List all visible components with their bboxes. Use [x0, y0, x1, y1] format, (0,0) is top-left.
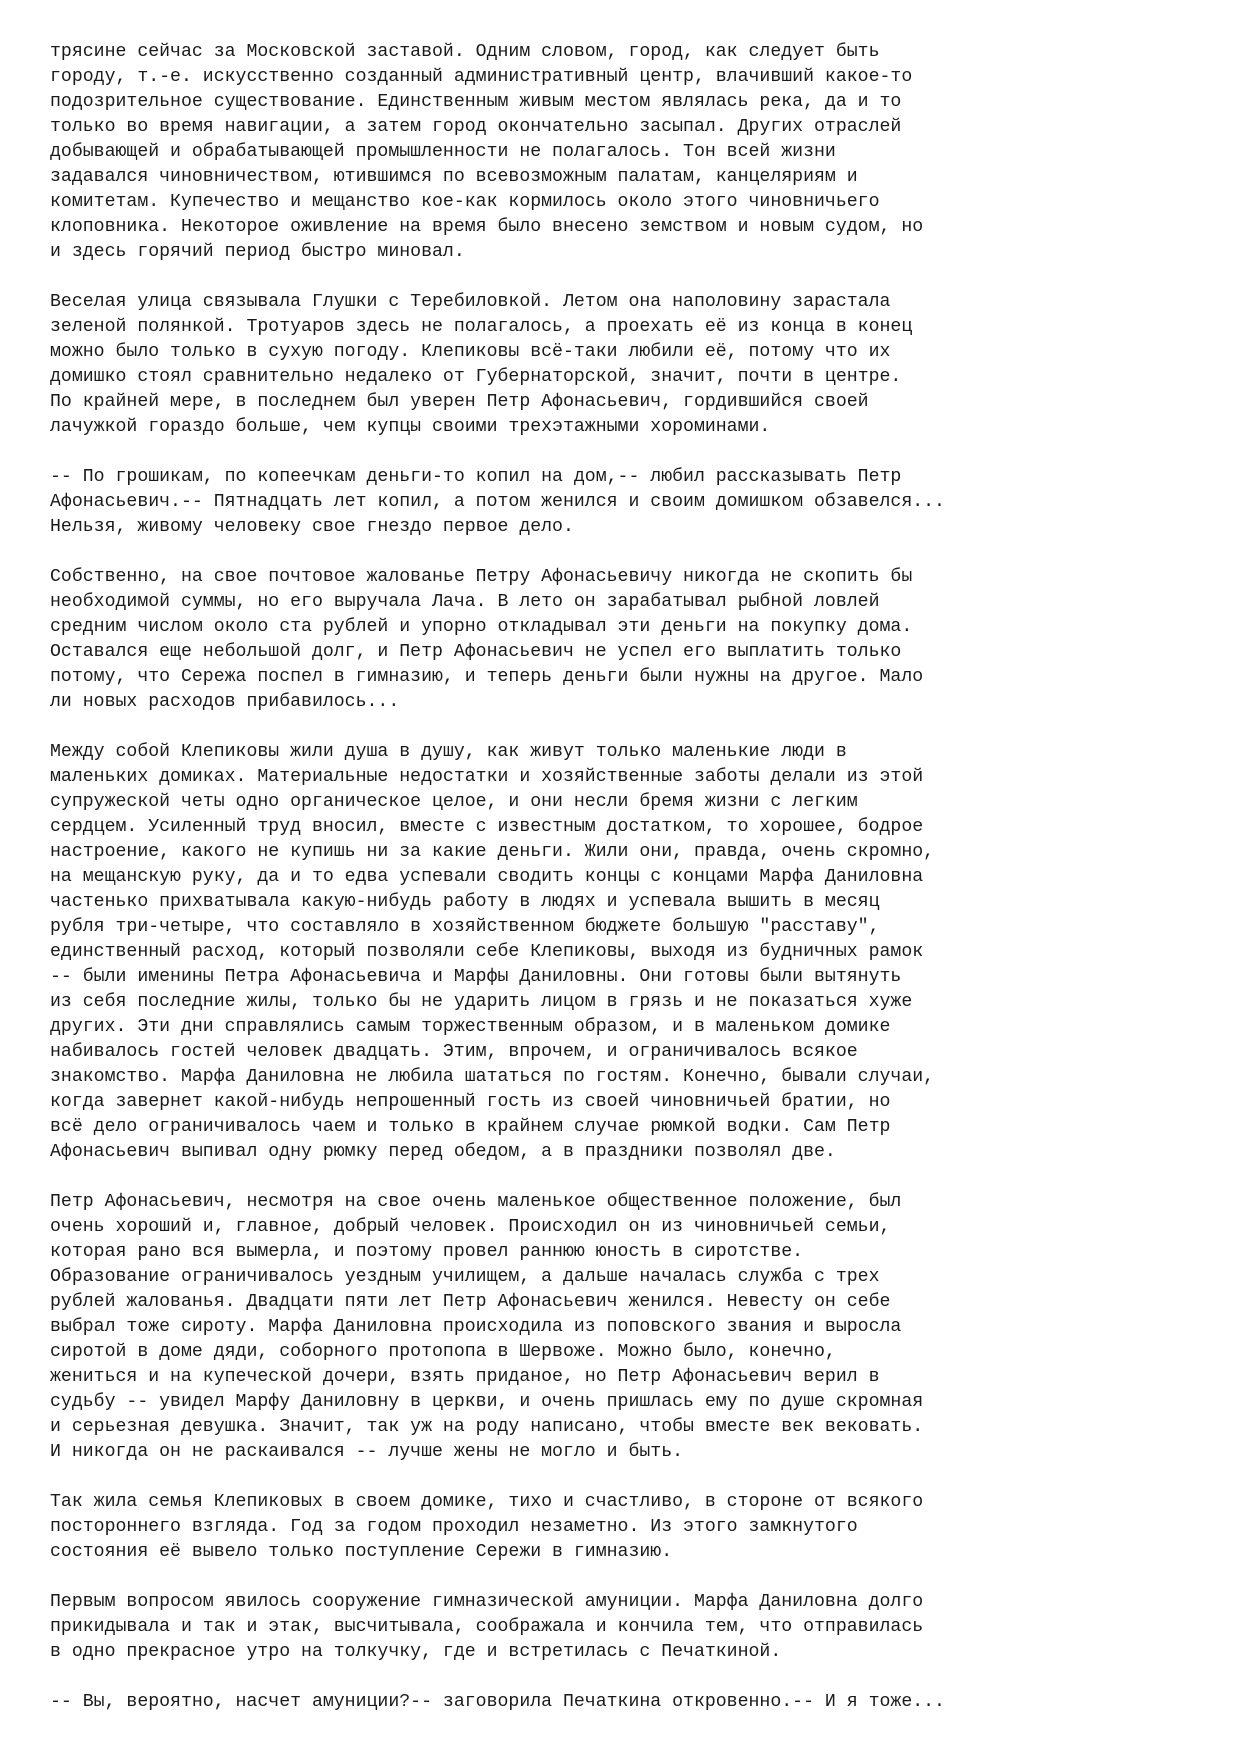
- paragraph-6: Петр Афонасьевич, несмотря на свое очень маленькое общественное положение, был очень хороший и, главное, добрый человек. Происходил он из чиновничьей семьи, которая рано вся вымерла, и поэтому провел раннюю юность в сиротстве. Образование ограничивалось уездным училищем, а дальше началась служба с трех рублей жалованья. Двадцати пяти лет Петр Афонасьевич женился. Невесту он себе выбрал тоже сироту. Марфа Даниловна происходила из поповского звания и выросла сиротой в доме дяди, соборного протопопа в Шервоже. Можно было, конечно, жениться и на купеческой дочери, взять приданое, но Петр Афонасьевич верил в судьбу -- увидел Марфу Даниловну в церкви, и очень пришлась ему по душе скромная и серьезная девушка. Значит, так уж на роду написано, чтобы вместе век вековать. И никогда он не раскаивался -- лучше жены не могло и быть.: [50, 1192, 924, 1462]
- paragraph-4: Собственно, на свое почтовое жалованье Петру Афонасьевичу никогда не скопить бы необходимой суммы, но его выручала Лача. В лето он зарабатывал рыбной ловлей средним числом около ста рублей и упорно откладывал эти деньги на покупку дома. Оставался еще небольшой долг, и Петр Афонасьевич не успел его выплатить только потому, что Сережа поспел в гимназию, и теперь деньги были нужны на другое. Мало ли новых расходов прибавилось...: [50, 567, 924, 712]
- paragraph-3: -- По грошикам, по копеечкам деньги-то копил на дом,-- любил рассказывать Петр Афонасьевич.-- Пятнадцать лет копил, а потом женился и своим домишком обзавелся... Нельзя, живому человеку свое гнездо первое дело.: [50, 467, 945, 537]
- paragraph-8: Первым вопросом явилось сооружение гимназической амуниции. Марфа Даниловна долго прикидывала и так и этак, высчитывала, соображала и кончила тем, что отправилась в одно прекрасное утро на толкучку, где и встретилась с Печаткиной.: [50, 1592, 924, 1662]
- paragraph-5: Между собой Клепиковы жили душа в душу, как живут только маленькие люди в маленьких домиках. Материальные недостатки и хозяйственные заботы делали из этой супружеской четы одно органическое целое, и они несли бремя жизни с легким сердцем. Усиленный труд вносил, вместе с известным достатком, то хорошее, бодрое настроение, какого не купишь ни за какие деньги. Жили они, правда, очень скромно, на мещанскую руку, да и то едва успевали сводить концы с концами Марфа Даниловна частенько прихватывала какую-нибудь работу в людях и успевала вышить в месяц рубля три-четыре, что составляло в хозяйственном бюджете большую "расставу", единственный расход, который позволяли себе Клепиковы, выходя из будничных рамок -- были именины Петра Афонасьевича и Марфы Даниловны. Они готовы были вытянуть из себя последние жилы, только бы не ударить лицом в грязь и не показаться хуже других. Эти дни справлялись самым торжественным образом, и в маленьком домике набивалось гостей человек двадцать. Этим, впрочем, и ограничивалось всякое знакомство. Марфа Даниловна не любила шататься по гостям. Конечно, бывали случаи, когда завернет какой-нибудь непрошенный гость из своей чиновничьей братии, но всё дело ограничивалось чаем и только в крайнем случае рюмкой водки. Сам Петр Афонасьевич выпивал одну рюмку перед обедом, а в праздники позволял две.: [50, 742, 935, 1162]
- paragraph-2: Веселая улица связывала Глушки с Теребиловкой. Летом она наполовину зарастала зеленой полянкой. Тротуаров здесь не полагалось, а проехать её из конца в конец можно было только в сухую погоду. Клепиковы всё-таки любили её, потому что их домишко стоял сравнительно недалеко от Губернаторской, значит, почти в центре. По крайней мере, в последнем был уверен Петр Афонасьевич, гордившийся своей лачужкой гораздо больше, чем купцы своими трехэтажными хороминами.: [50, 292, 913, 437]
- paragraph-1: трясине сейчас за Московской заставой. Одним словом, город, как следует быть городу, т.-е. искусственно созданный административный центр, влачивший какое-то подозрительное существование. Единственным живым местом являлась река, да и то только во время навигации, а затем город окончательно засыпал. Других отраслей добывающей и обрабатывающей промышленности не полагалось. Тон всей жизни задавался чиновничеством, ютившимся по всевозможным палатам, канцеляриям и комитетам. Купечество и мещанство кое-как кормилось около этого чиновничьего клоповника. Некоторое оживление на время было внесено земством и новым судом, но и здесь горячий период быстро миновал.: [50, 42, 924, 262]
- paragraph-9: -- Вы, вероятно, насчет амуниции?-- заговорила Печаткина откровенно.-- И я тоже...: [50, 1692, 945, 1712]
- document-page: [50, 40, 1210, 1740]
- paragraph-7: Так жила семья Клепиковых в своем домике, тихо и счастливо, в стороне от всякого постороннего взгляда. Год за годом проходил незаметно. Из этого замкнутого состояния её вывело только поступление Сережи в гимназию.: [50, 1492, 924, 1562]
